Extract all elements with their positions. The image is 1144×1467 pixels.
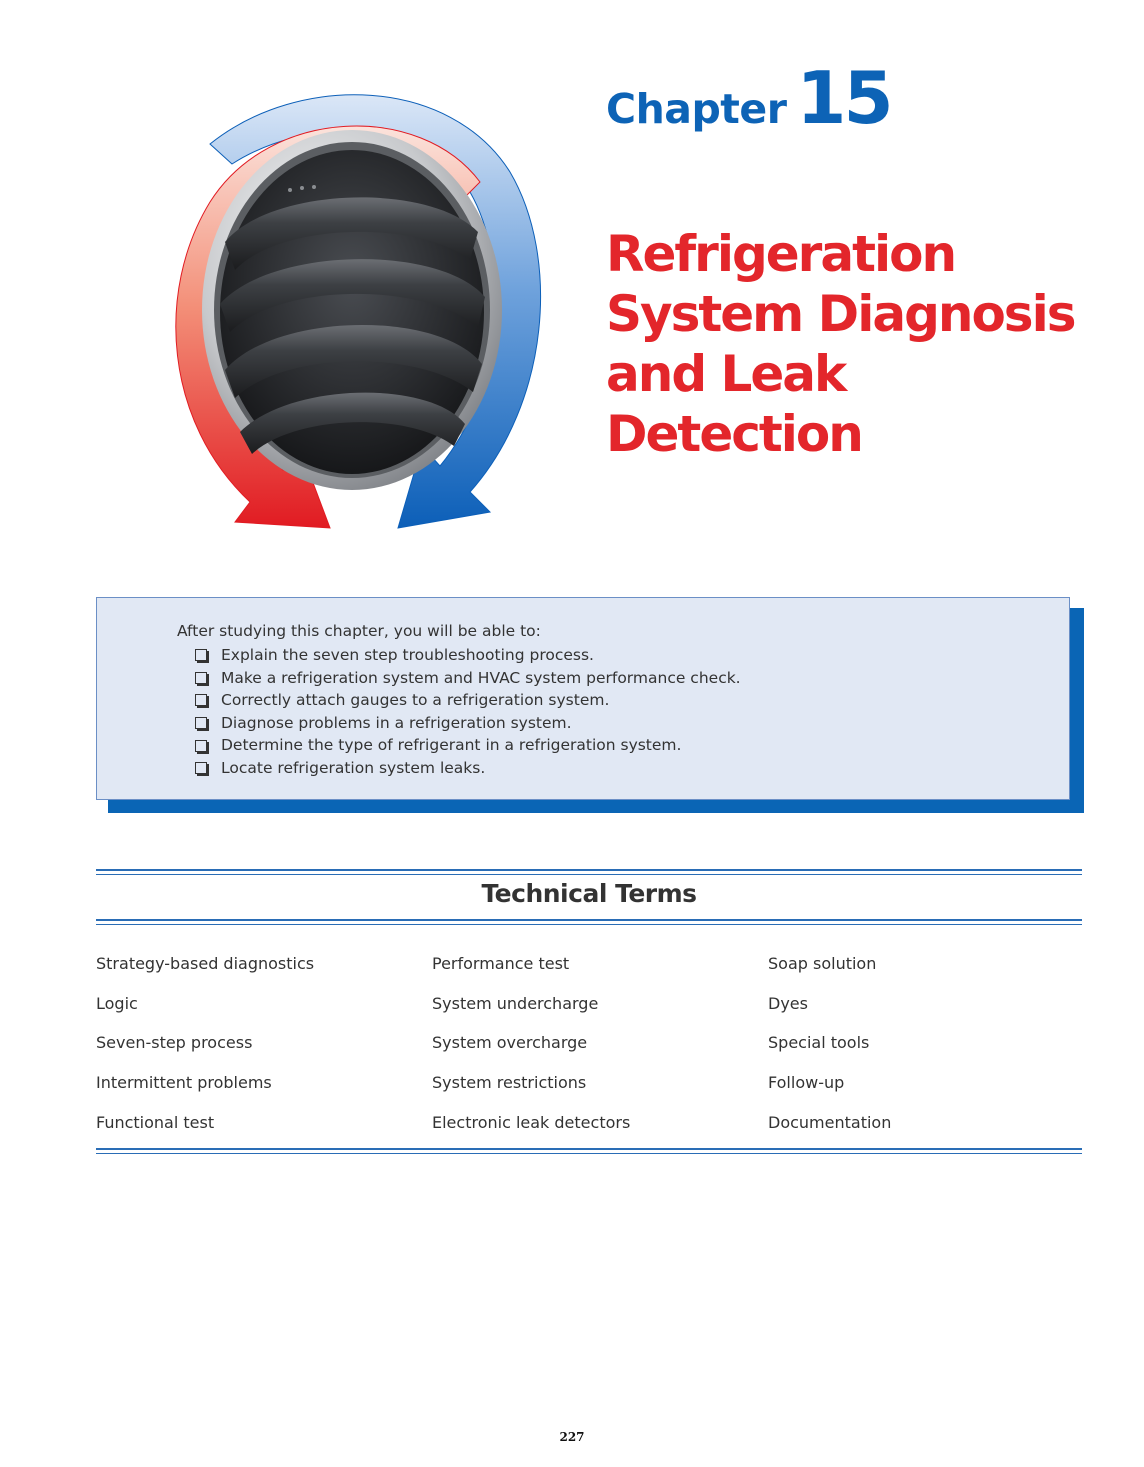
terms-column xyxy=(768,944,891,1143)
objective-item xyxy=(193,712,741,735)
chapter-heading xyxy=(606,56,891,140)
term-item: Seven-step process xyxy=(96,1033,253,1053)
objectives-box xyxy=(96,597,1070,800)
chapter-title-line: System Diagnosis xyxy=(606,285,1075,343)
objective-item xyxy=(193,734,741,757)
term-item: Documentation xyxy=(768,1112,892,1132)
term-item: Soap solution xyxy=(768,954,877,973)
term-item: Dyes xyxy=(768,993,808,1013)
terms-bottom-rule xyxy=(96,1148,1082,1154)
chapter-title xyxy=(606,224,1126,464)
technical-terms-heading: Technical Terms xyxy=(481,879,697,908)
checkbox-icon xyxy=(195,717,207,729)
term-item: Performance test xyxy=(432,954,570,973)
term-item: Strategy-based diagnostics xyxy=(96,954,315,973)
chapter-title-line: and Leak xyxy=(606,345,846,403)
term-item: System overcharge xyxy=(432,1033,588,1053)
term-item: Logic xyxy=(96,993,138,1013)
checkbox-icon xyxy=(195,762,207,774)
objectives-list xyxy=(193,644,741,780)
air-vent-with-hot-cold-arrows-icon xyxy=(140,82,560,552)
objective-item xyxy=(193,689,741,712)
terms-heading-rule xyxy=(96,919,1082,925)
chapter-label: Chapter xyxy=(606,85,787,133)
checkbox-icon xyxy=(195,694,207,706)
objective-item xyxy=(193,667,741,690)
term-item: Intermittent problems xyxy=(96,1073,272,1093)
objective-text: Locate refrigeration system leaks. xyxy=(221,758,486,777)
objective-item xyxy=(193,644,741,667)
chapter-title-line: Refrigeration xyxy=(606,225,956,283)
chapter-title-line: Detection xyxy=(606,405,862,463)
term-item: System restrictions xyxy=(432,1073,587,1093)
checkbox-icon xyxy=(195,672,207,684)
term-item: Functional test xyxy=(96,1112,215,1132)
objective-text: Explain the seven step troubleshooting process. xyxy=(221,646,594,664)
term-item: Electronic leak detectors xyxy=(432,1112,631,1132)
term-item: System undercharge xyxy=(432,993,599,1013)
terms-top-rule xyxy=(96,869,1082,875)
terms-column xyxy=(96,944,314,1143)
objective-text: Make a refrigeration system and HVAC system performance check. xyxy=(221,668,741,687)
term-item: Special tools xyxy=(768,1033,870,1053)
checkbox-icon xyxy=(195,649,207,661)
objective-text: Determine the type of refrigerant in a refrigeration system. xyxy=(221,736,682,755)
page-number: 227 xyxy=(559,1430,585,1444)
chapter-number: 15 xyxy=(796,56,891,140)
objective-item xyxy=(193,757,741,780)
terms-column xyxy=(432,944,630,1143)
term-item: Follow-up xyxy=(768,1073,845,1093)
objective-text: Diagnose problems in a refrigeration system. xyxy=(221,713,572,732)
objective-text: Correctly attach gauges to a refrigeration system. xyxy=(221,691,610,710)
checkbox-icon xyxy=(195,740,207,752)
objectives-intro: After studying this chapter, you will be able to: xyxy=(177,622,541,640)
